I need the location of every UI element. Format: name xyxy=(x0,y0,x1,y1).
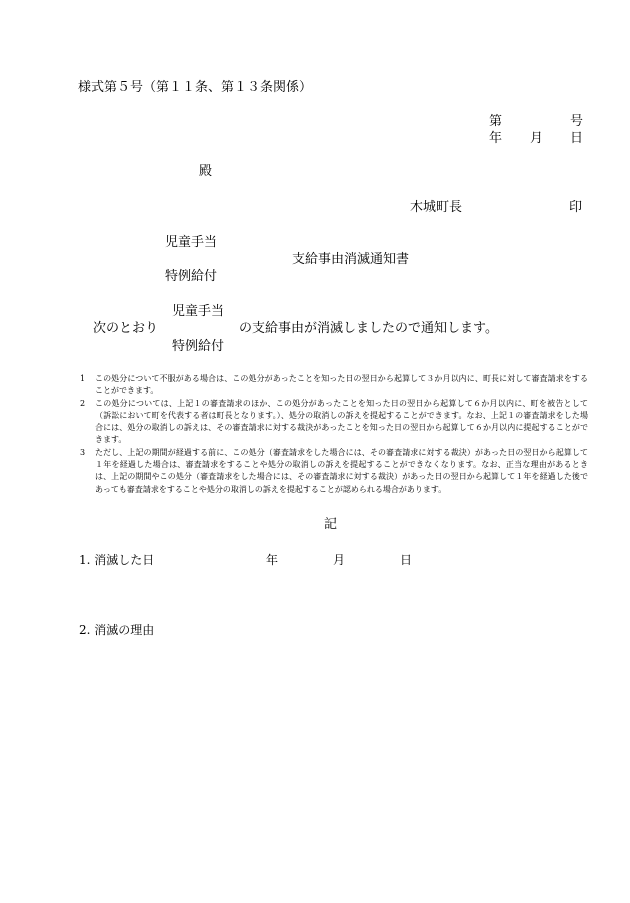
item2-label: 2. 消滅の理由 xyxy=(79,623,155,637)
issuer-name: 木城町長 xyxy=(410,200,463,215)
notes-section xyxy=(78,373,588,496)
item1-day: 日 xyxy=(400,553,413,567)
date-month: 月 xyxy=(530,131,544,146)
form-id: 様式第５号（第１１条、第１３条関係） xyxy=(78,80,313,95)
date-year: 年 xyxy=(489,131,503,146)
doc-number-dai: 第 xyxy=(489,114,503,129)
note-number: 2 xyxy=(80,398,86,408)
note-number: 3 xyxy=(80,447,86,457)
doc-number-go: 号 xyxy=(570,114,584,129)
title-option-2: 特例給付 xyxy=(165,269,218,284)
body-suffix: の支給事由が消滅しましたので通知します。 xyxy=(239,321,498,336)
body-option-2: 特例給付 xyxy=(172,339,225,354)
ki-heading: 記 xyxy=(324,517,338,532)
title-main: 支給事由消滅通知書 xyxy=(292,252,410,267)
issuer-seal: 印 xyxy=(569,200,583,215)
note-2 xyxy=(78,398,588,447)
note-3 xyxy=(78,447,588,496)
note-text: この処分については、上記１の審査請求のほか、この処分があったことを知った日の翌日から起算して６か月以内に、町を被告として（訴訟において町を代表する者は町長となります。）、処分の取消しの訴えを提起することができます。なお、上記１の審査請求をした場合には、処分の取消しの訴えは、その審査請求に対する裁決があったことを知った日の翌日から起算して６か月以内に提起することができます。 xyxy=(95,398,588,445)
item1-year: 年 xyxy=(266,553,279,567)
item1-month: 月 xyxy=(333,553,346,567)
body-prefix: 次のとおり xyxy=(93,321,159,336)
addressee-suffix: 殿 xyxy=(199,164,213,179)
date-day: 日 xyxy=(570,131,584,146)
note-text: この処分について不服がある場合は、この処分があったことを知った日の翌日から起算して３か月以内に、町長に対して審査請求をすることができます。 xyxy=(95,374,588,396)
note-number: 1 xyxy=(80,374,86,383)
item1-label: 1. 消滅した日 xyxy=(79,553,155,567)
body-option-1: 児童手当 xyxy=(172,304,225,319)
note-text: ただし、上記の期間が経過する前に、この処分（審査請求をした場合には、その審査請求に対する裁決）があった日の翌日から起算して１年を経過した場合は、審査請求をすることや処分の取消しの訴えを提起することができなくなります。なお、正当な理由があるときは、上記の期間やこの処分（審査請求をした場合には、その審査請求に対する裁決）があった日の翌日から起算して１年を経過した後であっても審査請求をすることや処分の取消しの訴えを提起することが認められる場合があります。 xyxy=(95,447,588,494)
title-option-1: 児童手当 xyxy=(165,235,218,250)
note-1 xyxy=(78,373,588,398)
